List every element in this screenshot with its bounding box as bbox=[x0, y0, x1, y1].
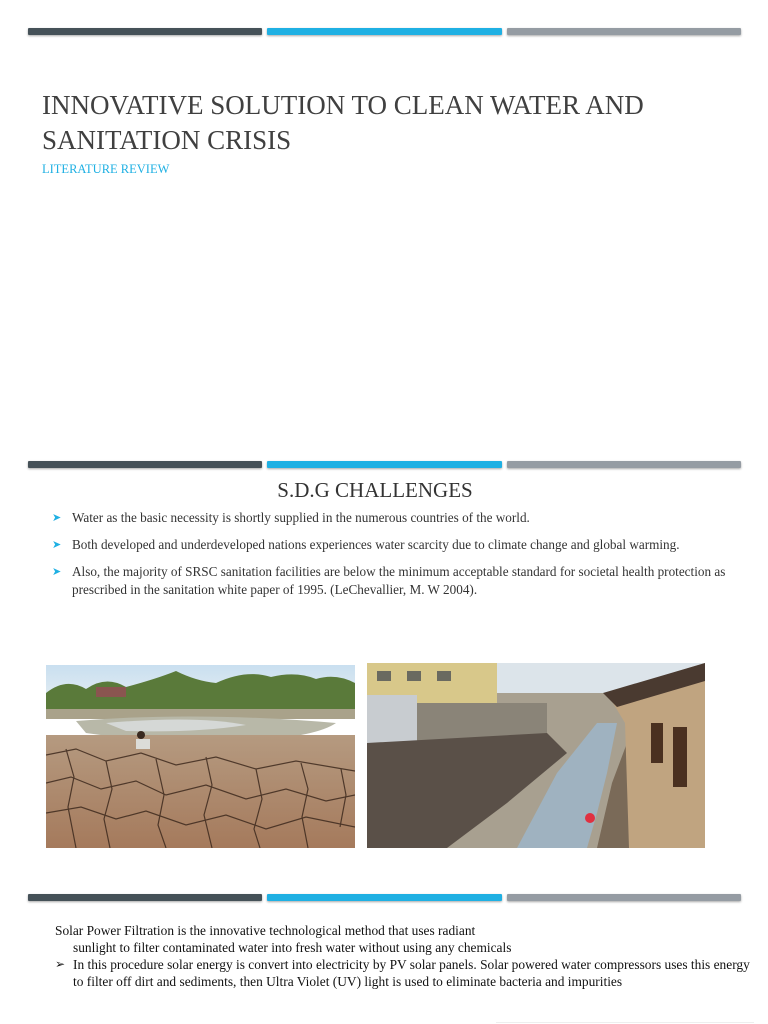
header-bars-slide2 bbox=[28, 461, 741, 469]
cracked-dry-earth-photo bbox=[46, 665, 355, 848]
header-bars-slide1 bbox=[28, 28, 741, 36]
bar-blue bbox=[267, 28, 501, 35]
bullet-text: Both developed and underdeveloped nations experiences water scarcity due to climate change and global warming. bbox=[72, 537, 680, 552]
bar-gray bbox=[507, 461, 741, 468]
bar-blue bbox=[267, 894, 501, 901]
arrow-bullet-icon: ➤ bbox=[52, 512, 62, 524]
bar-dark bbox=[28, 894, 262, 901]
arrow-bullet-icon: ➤ bbox=[52, 539, 62, 551]
intro-line-1: Solar Power Filtration is the innovative technological method that uses radiant bbox=[55, 923, 476, 938]
divider-line bbox=[496, 1022, 754, 1023]
bar-gray bbox=[507, 28, 741, 35]
intro-line-2: sunlight to filter contaminated water into fresh water without using any chemicals bbox=[73, 940, 512, 955]
sdg-heading: S.D.G CHALLENGES bbox=[277, 478, 473, 502]
solar-filtration-text bbox=[55, 922, 755, 990]
sdg-bullet-list bbox=[52, 509, 752, 608]
bar-blue bbox=[267, 461, 501, 468]
bullet-text: In this procedure solar energy is convert into electricity by PV solar panels. Solar powered water compressors uses this energy to filter off dirt and sediments, then Ultra Violet (UV) light is used to eliminate bacteria and impurities bbox=[73, 957, 750, 989]
slide-subtitle: LITERATURE REVIEW bbox=[42, 162, 170, 176]
arrow-bullet-icon: ➤ bbox=[52, 566, 62, 578]
bullet-text: Also, the majority of SRSC sanitation facilities are below the minimum acceptable standard for societal health protection as prescribed in the sanitation white paper of 1995. (LeChevallier, M. W 2004). bbox=[72, 564, 726, 597]
bar-gray bbox=[507, 894, 741, 901]
slide-title: INNOVATIVE SOLUTION TO CLEAN WATER AND SANITATION CRISIS bbox=[42, 90, 644, 155]
arrow-bullet-icon: ➢ bbox=[55, 957, 66, 971]
bar-dark bbox=[28, 461, 262, 468]
list-item bbox=[52, 563, 752, 599]
list-item bbox=[52, 536, 752, 554]
list-item bbox=[55, 956, 755, 990]
list-item bbox=[52, 509, 752, 527]
header-bars-slide3 bbox=[28, 894, 741, 902]
bullet-text: Water as the basic necessity is shortly supplied in the numerous countries of the world. bbox=[72, 510, 530, 525]
polluted-river-slum-photo bbox=[367, 663, 705, 848]
bar-dark bbox=[28, 28, 262, 35]
